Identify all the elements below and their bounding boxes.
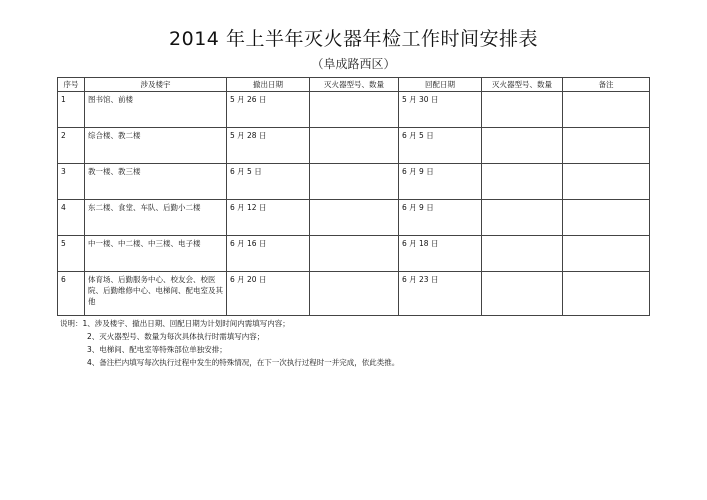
header-buildings: 涉及楼宇 [85,78,227,92]
cell-note [563,236,650,272]
note-line: 说明：1、涉及楼宇、撤出日期、回配日期为计划时间内需填写内容； [60,319,290,328]
cell-no: 3 [58,164,85,200]
cell-buildings: 体育场、后勤服务中心、校友会、校医院、后勤维修中心、电梯间、配电室及其他 [85,272,227,316]
cell-buildings: 中一楼、中二楼、中三楼、电子楼 [85,236,227,272]
document-title: 2014 年上半年灭火器年检工作时间安排表 [169,28,538,50]
table-row [58,200,650,236]
cell-model-out [310,236,399,272]
cell-back-date: 6 月 9 日 [399,200,482,236]
cell-buildings: 东二楼、食堂、车队、后勤小二楼 [85,200,227,236]
header-out-date: 撤出日期 [227,78,310,92]
cell-note [563,92,650,128]
cell-out-date: 6 月 16 日 [227,236,310,272]
table-row [58,236,650,272]
cell-out-date: 5 月 28 日 [227,128,310,164]
cell-out-date: 6 月 5 日 [227,164,310,200]
table-header-row [58,78,650,92]
cell-back-date: 6 月 18 日 [399,236,482,272]
header-back-date: 回配日期 [399,78,482,92]
cell-no: 2 [58,128,85,164]
cell-note [563,128,650,164]
cell-no: 6 [58,272,85,316]
note-line: 2、灭火器型号、数量为每次具体执行时需填写内容； [87,332,265,341]
cell-out-date: 6 月 20 日 [227,272,310,316]
cell-buildings: 综合楼、教二楼 [85,128,227,164]
schedule-table [57,77,650,316]
cell-no: 4 [58,200,85,236]
table-row [58,272,650,316]
cell-note [563,200,650,236]
cell-out-date: 5 月 26 日 [227,92,310,128]
cell-model-back [482,128,563,164]
cell-back-date: 6 月 9 日 [399,164,482,200]
cell-model-back [482,236,563,272]
cell-back-date: 6 月 5 日 [399,128,482,164]
cell-model-out [310,92,399,128]
cell-model-back [482,164,563,200]
header-note: 备注 [563,78,650,92]
cell-model-back [482,92,563,128]
cell-back-date: 6 月 23 日 [399,272,482,316]
cell-model-out [310,164,399,200]
cell-buildings: 图书馆、前楼 [85,92,227,128]
cell-note [563,272,650,316]
cell-model-out [310,272,399,316]
cell-out-date: 6 月 12 日 [227,200,310,236]
cell-back-date: 5 月 30 日 [399,92,482,128]
header-model-back: 灭火器型号、数量 [482,78,563,92]
cell-buildings: 教一楼、教三楼 [85,164,227,200]
cell-no: 5 [58,236,85,272]
table-row [58,128,650,164]
cell-model-out [310,128,399,164]
header-model-out: 灭火器型号、数量 [310,78,399,92]
document-subtitle: （阜成路西区） [311,57,396,71]
header-no: 序号 [58,78,85,92]
note-line: 3、电梯间、配电室等特殊部位单独安排； [87,345,227,354]
table-row [58,164,650,200]
note-line: 4、备注栏内填写每次执行过程中发生的特殊情况，在下一次执行过程时一并完成，依此类推。 [87,358,400,367]
cell-note [563,164,650,200]
notes-section [60,317,399,369]
table-row [58,92,650,128]
cell-no: 1 [58,92,85,128]
cell-model-back [482,272,563,316]
cell-model-out [310,200,399,236]
cell-model-back [482,200,563,236]
